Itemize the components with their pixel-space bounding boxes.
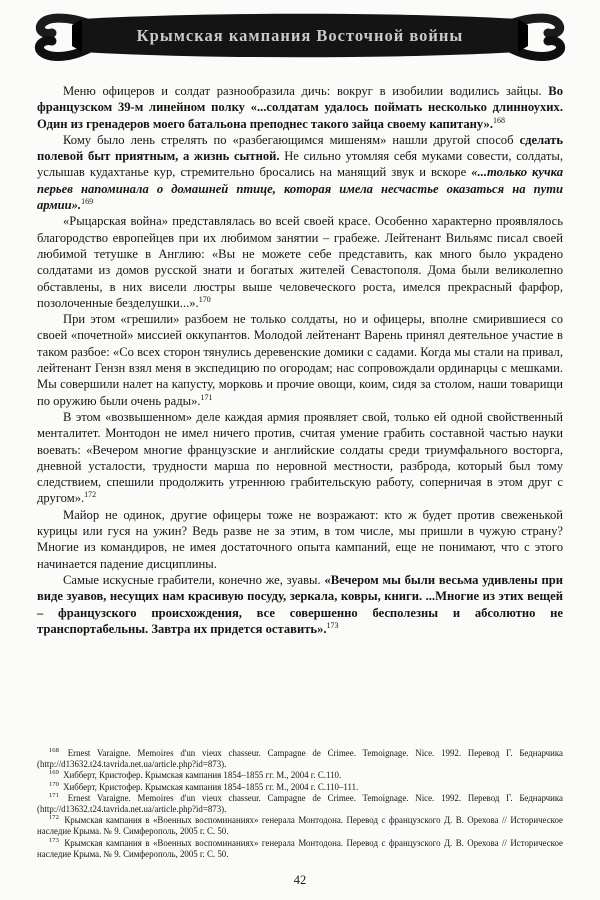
footnote-text: Хибберт, Кристофер. Крымская кампания 1854–1855 гг. М., 2004 г. С.110–111. <box>60 781 359 792</box>
chapter-banner <box>30 8 570 71</box>
text-run: Самые искусные грабители, конечно же, зуавы. <box>63 572 325 587</box>
footnote-number: 171 <box>49 791 59 799</box>
footnote-ref: 169 <box>81 196 94 206</box>
text-run: Кому было лень стрелять по «разбегающимся мишеням» нашли другой способ <box>63 132 520 147</box>
text-run: Меню офицеров и солдат разнообразила дичь: вокруг в изобилии водились зайцы. <box>63 84 549 98</box>
paragraph <box>37 83 563 132</box>
text-run: Майор не одинок, другие офицеры тоже не возражают: кто ж будет против свеженькой курицы или гуся на ужин? Ведь разве не за этим, в том числе, мы пришли в чужую страну? Многие из командиров, не имея достаточного опыта кампаний, еще не понимают, что с этого начинается падение дисциплины. <box>37 507 563 571</box>
footnote <box>37 748 563 770</box>
paragraph <box>37 572 563 637</box>
footnote-ref: 168 <box>493 115 505 125</box>
footnote-ref: 170 <box>198 294 211 304</box>
footnote <box>37 815 563 837</box>
footnote-text: Хибберт, Кристофер. Крымская кампания 1854–1855 гг. М., 2004 г. С.110. <box>60 770 342 781</box>
paragraph <box>37 507 563 572</box>
text-run: Не сильно утомляя себя муками совести, солдаты, услышав кудахтанье кур, стремительно бросались на манящий звук и вскоре <box>37 149 563 180</box>
ribbon-graphic <box>30 8 570 66</box>
footnote-number: 170 <box>49 780 59 788</box>
chapter-title: Крымская кампания Восточной войны <box>136 26 464 45</box>
footnote-number: 168 <box>49 747 59 755</box>
footnote-text: Ernest Varaigne. Memoires d'un vieux chasseur. Campagne de Crimee. Temoignage. Nice. 1992. Перевод Г. Беднарчика (http://d13632.t24.tavrida.net.ua/article.php?id=873). <box>37 748 563 770</box>
footnotes <box>37 748 563 860</box>
paragraph <box>37 132 563 213</box>
footnote-number: 172 <box>49 814 59 822</box>
paragraph <box>37 409 563 507</box>
text-run: Во французском 39-м линейном полку «...солдатам удалось поймать несколько длинноухих. Один из гренадеров моего батальона преподнес такого зайца своему капитану». <box>37 84 563 131</box>
text-run: «...только кучка перьев напоминала о домашней птице, которая имела несчастье оказаться на пути армии». <box>37 165 563 213</box>
body-text <box>37 83 563 637</box>
footnote <box>37 782 563 793</box>
page-number: 42 <box>293 873 307 887</box>
footnote-text: Ernest Varaigne. Memoires d'un vieux chasseur. Campagne de Crimee. Temoignage. Nice. 1992. Перевод Г. Беднарчика (http://d13632.t24.tavrida.net.ua/article.php?id=873). <box>37 792 563 815</box>
text-run: сделать полевой быт приятным, а жизнь сытной. <box>37 132 563 164</box>
text-run: «Рыцарская война» представлялась во всей своей красе. Особенно характерно проявлялось благородство европейцев при их любимом занятии – грабеже. Лейтенант Вильямс писал своей любимой тетушке в Англию: «Вы не можете себе представить, как много было украдено солдатами из домов русской знати и богатых жителей Севастополя. Дома были великолепно обставлены, в них висели люстры выше человеческого роста, имелся прекрасный фарфор, позолоченные безделушки...». <box>37 214 563 310</box>
footnote-ref: 173 <box>326 620 339 630</box>
paragraph <box>37 311 563 409</box>
text-run: При этом «грешили» разбоем не только солдаты, но и офицеры, вполне смирившиеся со своей «почетной» миссией оккупантов. Молодой лейтенант Варень принял деятельное участие в таком разбое: «Со всех сторон тянулись деревенские домики с садами. Когда мы стали на привал, лейтенант Гензн взял меня в экспедицию по огородам; нас сопровождали ординарцы с мешками. Мы совершили налет на капусту, морковь и прочие овощи, коим, сидя за столом, наши товарищи по оружию были очень рады». <box>37 312 563 408</box>
footnote <box>37 838 563 860</box>
footnote-number: 169 <box>49 769 59 777</box>
footnote-ref: 172 <box>84 490 97 500</box>
text-run: «Вечером мы были весьма удивлены при виде зуавов, несущих нам красивую посуду, зеркала, ковры, книги. ...Многие из этих вещей – французского происхождения, все совершенно бесполезны и абсолютно не транспортабельны. Завтра их придется оставить». <box>37 572 563 636</box>
footnote <box>37 770 563 781</box>
footnote-number: 173 <box>49 836 59 844</box>
footnote-text: Крымская кампания в «Военных воспоминаниях» генерала Монтодона. Перевод с французского Д. В. Орехова // Историческое наследие Крыма. № 9. Симферополь, 2005 г. С. 50. <box>37 837 563 859</box>
text-run: В этом «возвышенном» деле каждая армия проявляет свой, только ей одной свойственный менталитет. Монтодон не имел ничего против, считая умение грабить составной частью науки воевать: «Вечером многие французские и английские солдаты среди триумфального восторга, дневной усталости, трудности марша по неровной местности, разброда, который был тому следствием, спешили продолжить утреннюю грабительскую работу, соперничая в этом друг с другом». <box>37 409 563 506</box>
footnote-ref: 171 <box>200 392 213 402</box>
paragraph <box>37 213 563 311</box>
footnote-text: Крымская кампания в «Военных воспоминаниях» генерала Монтодона. Перевод с французского Д. В. Орехова // Историческое наследие Крыма. № 9. Симферополь, 2005 г. С. 50. <box>37 815 563 837</box>
footnote <box>37 793 563 815</box>
